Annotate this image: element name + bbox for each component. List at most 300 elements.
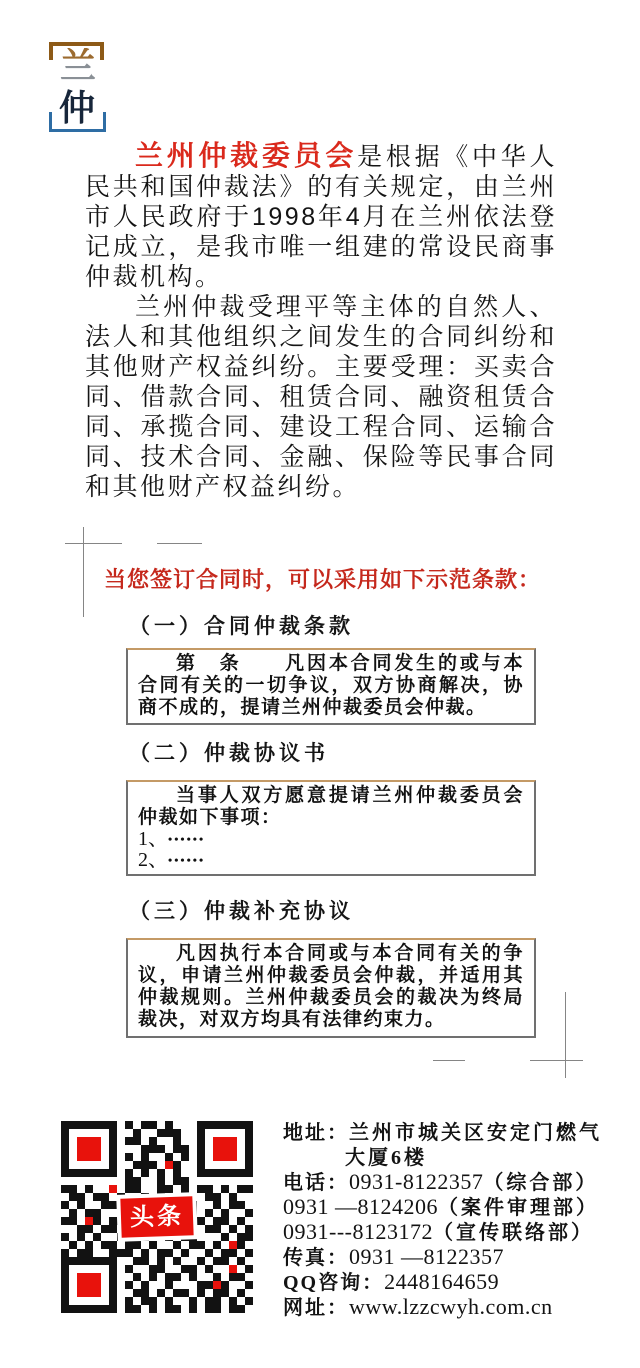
qr-module-black <box>189 1305 197 1313</box>
qr-module-black <box>181 1185 189 1193</box>
qr-module-black <box>221 1217 229 1225</box>
qr-module-black <box>149 1241 157 1249</box>
qr-module-black <box>85 1225 93 1233</box>
qr-module-black <box>157 1169 165 1177</box>
qr-module-black <box>149 1265 157 1273</box>
qr-module-black <box>109 1129 117 1137</box>
qr-module-black <box>213 1201 221 1209</box>
qr-module-red <box>229 1153 237 1161</box>
qr-module-black <box>133 1161 141 1169</box>
qr-module-black <box>197 1153 205 1161</box>
qr-module-black <box>69 1169 77 1177</box>
qr-module-black <box>109 1137 117 1145</box>
qr-module-black <box>197 1161 205 1169</box>
qr-module-black <box>69 1241 77 1249</box>
qr-module-black <box>197 1289 205 1297</box>
qr-module-black <box>213 1241 221 1249</box>
toutiao-qr-code <box>61 1121 253 1313</box>
qr-module-black <box>213 1305 221 1313</box>
qr-module-red <box>229 1145 237 1153</box>
qr-module-black <box>213 1121 221 1129</box>
qr-module-black <box>181 1249 189 1257</box>
qr-module-black <box>93 1257 101 1265</box>
qr-module-black <box>101 1169 109 1177</box>
qr-module-black <box>213 1289 221 1297</box>
qr-module-black <box>61 1185 69 1193</box>
qr-module-black <box>205 1297 213 1305</box>
qr-module-black <box>245 1185 253 1193</box>
contact-info <box>283 1116 639 1319</box>
qr-module-black <box>77 1225 85 1233</box>
qr-module-black <box>197 1137 205 1145</box>
qr-module-black <box>101 1193 109 1201</box>
qr-module-black <box>197 1257 205 1265</box>
qr-module-black <box>245 1169 253 1177</box>
qr-module-black <box>197 1129 205 1137</box>
qr-module-black <box>125 1249 133 1257</box>
qr-module-black <box>189 1297 197 1305</box>
qr-module-black <box>133 1129 141 1137</box>
ellipsis-dots: •••••• <box>168 832 206 846</box>
qr-module-black <box>165 1281 173 1289</box>
contact-address-line-1: 地址： 兰州市城关区安定门燃气 <box>283 1122 602 1144</box>
clause-box-3 <box>126 938 536 1038</box>
qr-module-black <box>133 1305 141 1313</box>
qr-module-black <box>109 1297 117 1305</box>
qr-module-black <box>165 1297 173 1305</box>
section-2-title: （二）仲裁协议书 <box>129 741 329 765</box>
qr-module-black <box>173 1145 181 1153</box>
qr-module-black <box>205 1305 213 1313</box>
qr-module-black <box>189 1265 197 1273</box>
qr-module-black <box>85 1185 93 1193</box>
qr-module-black <box>93 1193 101 1201</box>
qr-module-black <box>229 1169 237 1177</box>
qr-module-black <box>245 1249 253 1257</box>
qr-module-black <box>245 1225 253 1233</box>
qr-module-black <box>61 1273 69 1281</box>
qr-module-black <box>205 1249 213 1257</box>
qr-module-black <box>165 1129 173 1137</box>
qr-module-black <box>77 1121 85 1129</box>
qr-module-black <box>85 1305 93 1313</box>
lanzhou-arbitration-logo <box>45 38 115 138</box>
qr-module-black <box>85 1257 93 1265</box>
crop-mark-bottom-dash <box>433 1060 465 1061</box>
qr-module-black <box>165 1153 173 1161</box>
qr-module-black <box>61 1201 69 1209</box>
qr-module-black <box>173 1241 181 1249</box>
qr-module-black <box>205 1225 213 1233</box>
clause-box-2-body: 当事人双方愿意提请兰州仲裁委员会仲裁如下事项： <box>138 785 524 828</box>
intro-paragraph-1 <box>85 141 557 292</box>
qr-module-black <box>229 1297 237 1305</box>
qr-module-black <box>109 1265 117 1273</box>
qr-module-red <box>165 1161 173 1169</box>
qr-module-black <box>221 1257 229 1265</box>
qr-module-black <box>69 1305 77 1313</box>
qr-module-black <box>69 1217 77 1225</box>
contact-phone-line-2: 0931 —8124206 （案件审理部） <box>283 1194 599 1219</box>
qr-module-black <box>245 1129 253 1137</box>
qr-module-black <box>125 1121 133 1129</box>
qr-module-black <box>69 1193 77 1201</box>
qr-module-black <box>213 1225 221 1233</box>
qr-module-black <box>125 1305 133 1313</box>
qr-module-black <box>125 1177 133 1185</box>
qr-module-red <box>77 1289 85 1297</box>
qr-module-black <box>141 1249 149 1257</box>
qr-module-black <box>205 1185 213 1193</box>
qr-module-black <box>93 1209 101 1217</box>
qr-module-black <box>237 1217 245 1225</box>
qr-module-black <box>101 1121 109 1129</box>
qr-module-black <box>245 1233 253 1241</box>
qr-module-black <box>189 1241 197 1249</box>
qr-module-black <box>165 1249 173 1257</box>
contact-address-line-2: 大厦6楼 <box>345 1147 427 1169</box>
qr-module-black <box>69 1121 77 1129</box>
qr-module-black <box>85 1121 93 1129</box>
contact-phone-line-3: 0931---8123172 （宣传联络部） <box>283 1219 594 1244</box>
qr-module-black <box>133 1185 141 1193</box>
qr-module-black <box>133 1289 141 1297</box>
qr-module-black <box>77 1169 85 1177</box>
qr-module-black <box>213 1273 221 1281</box>
section-3-title: （三）仲裁补充协议 <box>129 899 354 923</box>
qr-module-black <box>69 1209 77 1217</box>
qr-module-black <box>197 1185 205 1193</box>
clause-box-2 <box>126 780 536 876</box>
intro-text <box>85 141 557 502</box>
qr-module-red <box>85 1289 93 1297</box>
qr-module-black <box>221 1121 229 1129</box>
qr-module-black <box>229 1193 237 1201</box>
qr-module-black <box>61 1169 69 1177</box>
qr-module-black <box>173 1129 181 1137</box>
qr-module-black <box>77 1233 85 1241</box>
qr-module-black <box>197 1241 205 1249</box>
qr-module-black <box>109 1257 117 1265</box>
qr-module-red <box>77 1153 85 1161</box>
qr-module-black <box>229 1273 237 1281</box>
qr-module-black <box>109 1225 117 1233</box>
qr-module-red <box>93 1281 101 1289</box>
qr-module-black <box>181 1265 189 1273</box>
qr-module-black <box>197 1121 205 1129</box>
logo-char-lan: 兰 <box>60 46 97 86</box>
qr-module-black <box>141 1297 149 1305</box>
qr-module-black <box>181 1289 189 1297</box>
sample-clauses-heading: 当您签订合同时，可以采用如下示范条款： <box>104 567 542 592</box>
qr-module-black <box>109 1201 117 1209</box>
qr-module-black <box>109 1289 117 1297</box>
qr-module-black <box>205 1265 213 1273</box>
qr-module-black <box>109 1169 117 1177</box>
qr-module-black <box>141 1145 149 1153</box>
qr-module-black <box>85 1249 93 1257</box>
qr-module-black <box>181 1177 189 1185</box>
contact-qq-line: QQ咨询： 2448164659 <box>283 1269 500 1294</box>
qr-module-black <box>165 1305 173 1313</box>
qr-module-black <box>173 1257 181 1265</box>
qr-module-black <box>141 1289 149 1297</box>
qr-module-black <box>221 1185 229 1193</box>
qr-module-black <box>229 1305 237 1313</box>
qr-module-black <box>149 1305 157 1313</box>
qr-module-black <box>61 1249 69 1257</box>
qr-module-black <box>245 1265 253 1273</box>
qr-module-black <box>125 1169 133 1177</box>
qr-module-red <box>229 1137 237 1145</box>
qr-module-black <box>61 1281 69 1289</box>
qr-module-black <box>221 1233 229 1241</box>
qr-module-black <box>149 1137 157 1145</box>
qr-module-black <box>109 1249 117 1257</box>
qr-module-black <box>93 1305 101 1313</box>
qr-module-black <box>141 1257 149 1265</box>
qr-module-black <box>237 1241 245 1249</box>
qr-module-red <box>77 1281 85 1289</box>
qr-module-black <box>221 1281 229 1289</box>
toutiao-badge: 头条 <box>120 1196 193 1237</box>
qr-module-black <box>77 1257 85 1265</box>
qr-module-black <box>205 1281 213 1289</box>
qr-module-black <box>109 1153 117 1161</box>
qr-module-black <box>141 1281 149 1289</box>
qr-module-black <box>237 1233 245 1241</box>
qr-module-black <box>197 1217 205 1225</box>
qr-module-black <box>61 1129 69 1137</box>
qr-module-black <box>157 1145 165 1153</box>
qr-module-black <box>125 1137 133 1145</box>
qr-module-black <box>157 1185 165 1193</box>
qr-module-red <box>85 1137 93 1145</box>
qr-module-black <box>109 1145 117 1153</box>
qr-module-black <box>93 1217 101 1225</box>
crop-mark-bottom-right-vertical <box>565 992 566 1078</box>
qr-module-black <box>237 1201 245 1209</box>
qr-module-black <box>109 1281 117 1289</box>
qr-module-black <box>173 1137 181 1145</box>
qr-module-black <box>61 1265 69 1273</box>
qr-module-black <box>245 1209 253 1217</box>
qr-module-black <box>245 1281 253 1289</box>
qr-module-black <box>165 1185 173 1193</box>
qr-module-black <box>221 1289 229 1297</box>
qr-module-red <box>93 1273 101 1281</box>
qr-module-black <box>157 1177 165 1185</box>
qr-module-red <box>109 1185 117 1193</box>
intro-paragraph-2: 兰州仲裁受理平等主体的自然人、法人和其他组织之间发生的合同纠纷和其他财产权益纠纷。主要受理：买卖合同、借款合同、租赁合同、融资租赁合同、承揽合同、建设工程合同、运输合同、技术合同、金融、保险等民事合同和其他财产权益纠纷。 <box>85 293 557 501</box>
qr-module-red <box>213 1153 221 1161</box>
qr-module-black <box>205 1193 213 1201</box>
qr-module-black <box>101 1225 109 1233</box>
qr-module-black <box>237 1169 245 1177</box>
qr-module-black <box>125 1241 133 1249</box>
qr-module-red <box>93 1289 101 1297</box>
qr-module-black <box>61 1233 69 1241</box>
qr-module-red <box>85 1145 93 1153</box>
qr-module-red <box>221 1153 229 1161</box>
qr-module-red <box>85 1273 93 1281</box>
qr-module-black <box>61 1153 69 1161</box>
qr-module-black <box>61 1217 69 1225</box>
qr-module-black <box>181 1145 189 1153</box>
qr-module-black <box>205 1169 213 1177</box>
qr-module-black <box>101 1257 109 1265</box>
qr-module-red <box>221 1137 229 1145</box>
intro-paragraph-1-rest: 是根据《中华人民共和国仲裁法》的有关规定，由兰州市人民政府于1998年4月在兰州依法登记成立，是我市唯一组建的常设民商事仲裁机构。 <box>85 143 557 291</box>
qr-module-black <box>165 1121 173 1129</box>
qr-module-black <box>229 1201 237 1209</box>
qr-module-black <box>149 1145 157 1153</box>
qr-module-black <box>61 1257 69 1265</box>
qr-module-black <box>109 1305 117 1313</box>
qr-module-black <box>85 1209 93 1217</box>
qr-module-black <box>133 1137 141 1145</box>
qr-module-black <box>149 1297 157 1305</box>
qr-module-black <box>173 1169 181 1177</box>
qr-module-black <box>245 1121 253 1129</box>
qr-module-black <box>109 1121 117 1129</box>
qr-module-red <box>221 1145 229 1153</box>
qr-module-black <box>149 1161 157 1169</box>
qr-module-black <box>213 1169 221 1177</box>
clause-box-2-item-1: 1、•••••• <box>138 828 206 850</box>
qr-module-black <box>101 1305 109 1313</box>
qr-module-black <box>149 1121 157 1129</box>
qr-module-black <box>125 1185 133 1193</box>
qr-module-black <box>61 1137 69 1145</box>
qr-module-black <box>197 1281 205 1289</box>
qr-module-red <box>85 1217 93 1225</box>
qr-module-black <box>101 1241 109 1249</box>
logo-char-zhong: 仲 <box>59 88 96 128</box>
qr-module-black <box>173 1273 181 1281</box>
qr-module-black <box>77 1305 85 1313</box>
qr-module-black <box>237 1257 245 1265</box>
qr-module-black <box>213 1193 221 1201</box>
qr-module-black <box>69 1185 77 1193</box>
qr-module-black <box>61 1121 69 1129</box>
qr-module-black <box>125 1297 133 1305</box>
qr-module-black <box>61 1297 69 1305</box>
qr-module-black <box>157 1249 165 1257</box>
qr-module-black <box>229 1225 237 1233</box>
qr-module-black <box>237 1305 245 1313</box>
qr-module-black <box>221 1249 229 1257</box>
qr-module-black <box>61 1161 69 1169</box>
qr-module-red <box>77 1145 85 1153</box>
qr-module-black <box>61 1305 69 1313</box>
qr-module-black <box>133 1273 141 1281</box>
qr-module-black <box>245 1161 253 1169</box>
qr-module-red <box>229 1265 237 1273</box>
qr-module-black <box>125 1153 133 1161</box>
qr-module-black <box>157 1129 165 1137</box>
qr-module-red <box>85 1281 93 1289</box>
qr-module-black <box>245 1297 253 1305</box>
qr-module-black <box>109 1273 117 1281</box>
qr-module-red <box>93 1137 101 1145</box>
qr-module-black <box>93 1233 101 1241</box>
qr-module-black <box>245 1137 253 1145</box>
qr-module-black <box>173 1161 181 1169</box>
qr-module-black <box>125 1281 133 1289</box>
qr-module-black <box>117 1249 125 1257</box>
qr-module-black <box>237 1185 245 1193</box>
qr-module-black <box>109 1161 117 1169</box>
qr-module-black <box>189 1273 197 1281</box>
qr-module-black <box>149 1273 157 1281</box>
qr-module-black <box>141 1153 149 1161</box>
clause-box-1 <box>126 648 536 725</box>
crop-mark-top-left-horizontal <box>65 543 122 544</box>
qr-module-black <box>93 1121 101 1129</box>
qr-module-red <box>85 1153 93 1161</box>
contact-website-line: 网址： www.lzzcwyh.com.cn <box>283 1294 553 1319</box>
clause-box-3-body: 凡因执行本合同或与本合同有关的争议，申请兰州仲裁委员会仲裁，并适用其仲裁规则。兰州仲裁委员会的裁决为终局裁决，对双方均具有法律约束力。 <box>138 943 524 1030</box>
qr-module-black <box>133 1241 141 1249</box>
qr-module-black <box>125 1265 133 1273</box>
ellipsis-dots: •••••• <box>168 853 206 867</box>
qr-module-black <box>85 1169 93 1177</box>
qr-module-black <box>237 1273 245 1281</box>
qr-module-black <box>141 1169 149 1177</box>
qr-module-red <box>229 1241 237 1249</box>
qr-module-black <box>213 1297 221 1305</box>
qr-module-red <box>77 1137 85 1145</box>
qr-module-black <box>61 1145 69 1153</box>
qr-module-black <box>141 1121 149 1129</box>
qr-module-black <box>77 1201 85 1209</box>
crop-mark-top-left-vertical <box>83 527 84 617</box>
logo-bottom-bracket-icon <box>49 112 106 132</box>
qr-module-black <box>61 1289 69 1297</box>
qr-module-black <box>237 1121 245 1129</box>
qr-module-black <box>229 1249 237 1257</box>
crop-mark-top-dash <box>157 543 202 544</box>
qr-module-black <box>245 1153 253 1161</box>
qr-module-black <box>165 1273 173 1281</box>
qr-module-black <box>197 1169 205 1177</box>
qr-module-black <box>141 1161 149 1169</box>
qr-module-black <box>173 1305 181 1313</box>
qr-module-black <box>213 1217 221 1225</box>
qr-module-black <box>197 1145 205 1153</box>
qr-module-black <box>237 1289 245 1297</box>
qr-module-black <box>109 1217 117 1225</box>
qr-module-black <box>229 1121 237 1129</box>
qr-module-black <box>213 1257 221 1265</box>
qr-module-black <box>245 1145 253 1153</box>
qr-module-black <box>157 1257 165 1265</box>
qr-module-black <box>101 1201 109 1209</box>
qr-module-black <box>157 1265 165 1273</box>
qr-module-black <box>93 1169 101 1177</box>
qr-module-black <box>133 1177 141 1185</box>
qr-module-black <box>181 1153 189 1161</box>
qr-module-red <box>93 1153 101 1161</box>
clause-box-1-body: 第 条 凡因本合同发生的或与本合同有关的一切争议，双方协商解决，协商不成的，提请兰州仲裁委员会仲裁。 <box>138 653 524 718</box>
qr-module-red <box>213 1137 221 1145</box>
qr-module-black <box>69 1257 77 1265</box>
qr-module-black <box>173 1289 181 1297</box>
qr-module-black <box>221 1169 229 1177</box>
qr-module-black <box>173 1177 181 1185</box>
qr-module-black <box>77 1193 85 1201</box>
